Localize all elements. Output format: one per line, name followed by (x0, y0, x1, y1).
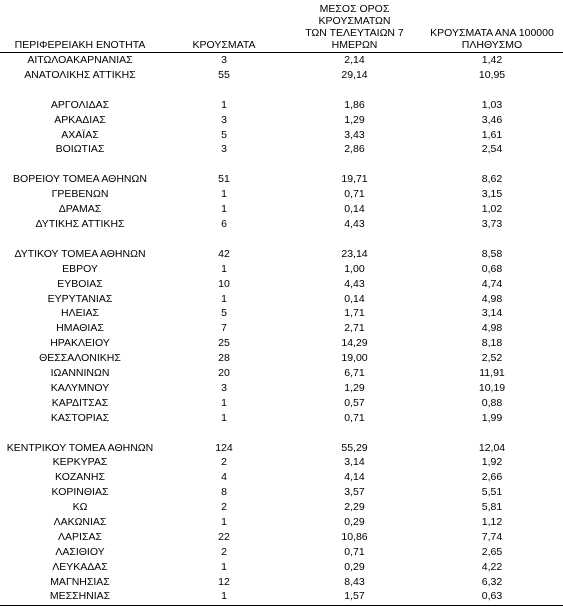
spacer-row (0, 157, 563, 172)
header-per100k-line2: ΠΛΗΘΥΣΜΟ (461, 38, 523, 51)
per100k-cell: 4,98 (481, 292, 503, 305)
spacer-row (0, 425, 563, 440)
per100k-cell: 3,15 (481, 188, 503, 201)
cases-cell: 1 (221, 262, 227, 275)
cases-cell: 51 (218, 173, 230, 186)
per100k-cell: 0,68 (481, 262, 503, 275)
region-cell: ΗΜΑΘΙΑΣ (56, 322, 104, 335)
table-row (0, 470, 563, 485)
header-avg7-line1: ΜΕΣΟΣ ΟΡΟΣ ΚΡΟΥΣΜΑΤΩΝ (318, 2, 391, 27)
table-row (0, 500, 563, 515)
cases-cell: 3 (221, 113, 227, 126)
avg7-cell: 19,00 (341, 352, 368, 365)
region-cell: ΚΑΡΔΙΤΣΑΣ (51, 396, 109, 409)
per100k-cell: 1,12 (481, 515, 503, 528)
per100k-cell: 12,04 (478, 441, 506, 454)
per100k-cell: 4,98 (481, 322, 503, 335)
table-header-row (0, 0, 563, 52)
avg7-cell: 4,14 (344, 471, 365, 484)
spacer-cell (0, 82, 563, 97)
region-cell: ΚΕΝΤΡΙΚΟΥ ΤΟΜΕΑ ΑΘΗΝΩΝ (6, 441, 154, 454)
cases-cell: 3 (221, 381, 227, 394)
avg7-cell: 2,71 (344, 322, 365, 335)
avg7-cell: 14,29 (341, 337, 368, 350)
table-row (0, 529, 563, 544)
spacer-cell (0, 425, 563, 440)
cases-cell: 55 (218, 68, 230, 81)
avg7-cell: 6,71 (344, 366, 365, 379)
cases-cell: 12 (218, 575, 230, 588)
per100k-cell: 1,03 (481, 98, 503, 111)
table-row (0, 187, 563, 202)
table-row (0, 589, 563, 604)
avg7-cell: 0,71 (344, 188, 365, 201)
avg7-cell: 0,14 (344, 292, 365, 305)
cases-cell: 25 (218, 337, 230, 350)
cases-cell: 1 (221, 560, 227, 573)
per100k-cell: 1,02 (481, 203, 503, 216)
table-row (0, 291, 563, 306)
table-row (0, 351, 563, 366)
avg7-cell: 2,14 (344, 53, 365, 66)
table-row (0, 172, 563, 187)
per100k-cell: 1,99 (481, 411, 503, 424)
cases-cell: 1 (221, 292, 227, 305)
per100k-cell: 6,32 (481, 575, 503, 588)
table-row (0, 336, 563, 351)
region-cell: ΚΑΣΤΟΡΙΑΣ (50, 411, 110, 424)
table-row (0, 410, 563, 425)
region-cell: ΚΑΛΥΜΝΟΥ (50, 381, 110, 394)
region-cell: ΜΕΣΣΗΝΙΑΣ (49, 590, 111, 603)
per100k-cell: 8,62 (481, 173, 503, 186)
avg7-cell: 55,29 (341, 441, 368, 454)
cases-cell: 1 (221, 188, 227, 201)
per100k-cell: 5,81 (481, 501, 503, 514)
region-cell: ΚΟΡΙΝΘΙΑΣ (51, 486, 109, 499)
region-cell: ΕΥΒΟΙΑΣ (57, 277, 103, 290)
table-row (0, 559, 563, 574)
spacer-row (0, 82, 563, 97)
per100k-cell: 1,92 (481, 456, 503, 469)
avg7-cell: 0,57 (344, 396, 365, 409)
table-row (0, 574, 563, 589)
table-row (0, 515, 563, 530)
per100k-cell: 0,88 (481, 396, 503, 409)
table-body (0, 52, 563, 604)
table-row (0, 321, 563, 336)
cases-cell: 2 (221, 545, 227, 558)
table-row (0, 97, 563, 112)
table-row (0, 217, 563, 232)
avg7-cell: 29,14 (341, 68, 368, 81)
cases-cell: 1 (221, 396, 227, 409)
per100k-cell: 2,54 (481, 143, 503, 156)
header-avg7-line2: ΤΩΝ ΤΕΛΕΥΤΑΙΩΝ 7 (305, 26, 404, 39)
per100k-cell: 2,52 (481, 352, 503, 365)
cases-cell: 5 (221, 307, 227, 320)
region-cell: ΑΙΤΩΛΟΑΚΑΡΝΑΝΙΑΣ (27, 53, 133, 66)
cases-cell: 1 (221, 590, 227, 603)
header-avg7 (288, 0, 421, 52)
cases-cell: 6 (221, 217, 227, 230)
header-per100k (421, 0, 563, 52)
per100k-cell: 5,51 (481, 486, 503, 499)
avg7-cell: 0,71 (344, 411, 365, 424)
header-region: ΠΕΡΙΦΕΡΕΙΑΚΗ ΕΝΟΤΗΤΑ (0, 0, 160, 52)
avg7-cell: 1,00 (344, 262, 365, 275)
region-cell: ΒΟΙΩΤΙΑΣ (55, 143, 105, 156)
avg7-cell: 1,29 (344, 381, 365, 394)
table-row (0, 261, 563, 276)
table-row (0, 112, 563, 127)
cases-cell: 1 (221, 411, 227, 424)
table-row (0, 306, 563, 321)
table-row (0, 142, 563, 157)
avg7-cell: 2,86 (344, 143, 365, 156)
avg7-cell: 0,14 (344, 203, 365, 216)
bottom-divider (0, 605, 563, 606)
avg7-cell: 1,86 (344, 98, 365, 111)
cases-cell: 2 (221, 456, 227, 469)
table-row (0, 395, 563, 410)
cases-cell: 1 (221, 98, 227, 111)
per100k-cell: 1,61 (481, 128, 503, 141)
region-cell: ΔΥΤΙΚΟΥ ΤΟΜΕΑ ΑΘΗΝΩΝ (14, 247, 146, 260)
spacer-row (0, 231, 563, 246)
table-row (0, 127, 563, 142)
table-row (0, 544, 563, 559)
per100k-cell: 3,14 (481, 307, 503, 320)
table-row (0, 455, 563, 470)
region-cell: ΑΝΑΤΟΛΙΚΗΣ ΑΤΤΙΚΗΣ (24, 68, 136, 81)
region-cell: ΚΕΡΚΥΡΑΣ (52, 456, 108, 469)
cases-cell: 28 (218, 352, 230, 365)
cases-cell: 1 (221, 203, 227, 216)
cases-cell: 10 (218, 277, 230, 290)
region-cell: ΑΡΓΟΛΙΔΑΣ (50, 98, 110, 111)
spacer-cell (0, 157, 563, 172)
region-cell: ΑΡΚΑΔΙΑΣ (54, 113, 106, 126)
table-row (0, 440, 563, 455)
region-cell: ΛΑΣΙΘΙΟΥ (55, 545, 105, 558)
per100k-cell: 3,46 (481, 113, 503, 126)
per100k-cell: 10,19 (478, 381, 506, 394)
header-avg7-line3: ΗΜΕΡΩΝ (331, 38, 378, 51)
region-cell: ΙΩΑΝΝΙΝΩΝ (50, 366, 110, 379)
region-cell: ΛΕΥΚΑΔΑΣ (52, 560, 108, 573)
spacer-cell (0, 231, 563, 246)
avg7-cell: 0,29 (344, 515, 365, 528)
avg7-cell: 8,43 (344, 575, 365, 588)
region-cell: ΒΟΡΕΙΟΥ ΤΟΜΕΑ ΑΘΗΝΩΝ (13, 173, 147, 186)
per100k-cell: 4,74 (481, 277, 503, 290)
per100k-cell: 2,65 (481, 545, 503, 558)
per100k-cell: 8,58 (481, 247, 503, 260)
per100k-cell: 8,18 (481, 337, 503, 350)
avg7-cell: 3,43 (344, 128, 365, 141)
region-cell: ΕΒΡΟΥ (62, 262, 98, 275)
per100k-cell: 1,42 (481, 53, 503, 66)
region-cell: ΔΥΤΙΚΗΣ ΑΤΤΙΚΗΣ (35, 217, 125, 230)
avg7-cell: 0,71 (344, 545, 365, 558)
avg7-cell: 4,43 (344, 217, 365, 230)
cases-cell: 22 (218, 530, 230, 543)
region-cell: ΗΡΑΚΛΕΙΟΥ (50, 337, 110, 350)
cases-cell: 1 (221, 515, 227, 528)
avg7-cell: 19,71 (341, 173, 368, 186)
region-cell: ΓΡΕΒΕΝΩΝ (51, 188, 109, 201)
cases-cell: 124 (215, 441, 233, 454)
avg7-cell: 1,29 (344, 113, 365, 126)
table-row (0, 52, 563, 67)
avg7-cell: 1,57 (344, 590, 365, 603)
table-row (0, 366, 563, 381)
avg7-cell: 1,71 (344, 307, 365, 320)
table-row (0, 485, 563, 500)
avg7-cell: 0,29 (344, 560, 365, 573)
table-row (0, 202, 563, 217)
region-cell: ΚΩ (72, 501, 88, 514)
avg7-cell: 23,14 (341, 247, 368, 260)
avg7-cell: 4,43 (344, 277, 365, 290)
per100k-cell: 3,73 (481, 217, 503, 230)
table-row (0, 380, 563, 395)
header-cases: ΚΡΟΥΣΜΑΤΑ (160, 0, 288, 52)
cases-cell: 4 (221, 471, 227, 484)
avg7-cell: 3,14 (344, 456, 365, 469)
region-cell: ΘΕΣΣΑΛΟΝΙΚΗΣ (39, 352, 121, 365)
region-cell: ΗΛΕΙΑΣ (60, 307, 99, 320)
cases-cell: 7 (221, 322, 227, 335)
header-per100k-line1: ΚΡΟΥΣΜΑΤΑ ΑΝΑ 100000 (430, 26, 554, 39)
cases-cell: 42 (218, 247, 230, 260)
per100k-cell: 4,22 (481, 560, 503, 573)
region-cell: ΚΟΖΑΝΗΣ (55, 471, 105, 484)
region-cell: ΔΡΑΜΑΣ (58, 203, 102, 216)
region-cell: ΛΑΚΩΝΙΑΣ (53, 515, 107, 528)
cases-cell: 3 (221, 143, 227, 156)
cases-cell: 20 (218, 366, 230, 379)
table-row (0, 276, 563, 291)
per100k-cell: 0,63 (481, 590, 503, 603)
region-cell: ΛΑΡΙΣΑΣ (58, 530, 102, 543)
cases-cell: 5 (221, 128, 227, 141)
per100k-cell: 7,74 (481, 530, 503, 543)
per100k-cell: 2,66 (481, 471, 503, 484)
region-cell: ΑΧΑΪΑΣ (61, 128, 99, 141)
avg7-cell: 10,86 (341, 530, 368, 543)
per100k-cell: 10,95 (478, 68, 506, 81)
per100k-cell: 11,91 (479, 366, 505, 379)
table-row (0, 246, 563, 261)
cases-cell: 3 (221, 53, 227, 66)
cases-cell: 2 (221, 501, 227, 514)
avg7-cell: 3,57 (344, 486, 365, 499)
avg7-cell: 2,29 (344, 501, 365, 514)
table-row (0, 67, 563, 82)
cases-cell: 8 (221, 486, 227, 499)
region-cell: ΜΑΓΝΗΣΙΑΣ (50, 575, 110, 588)
region-cell: ΕΥΡΥΤΑΝΙΑΣ (47, 292, 113, 305)
